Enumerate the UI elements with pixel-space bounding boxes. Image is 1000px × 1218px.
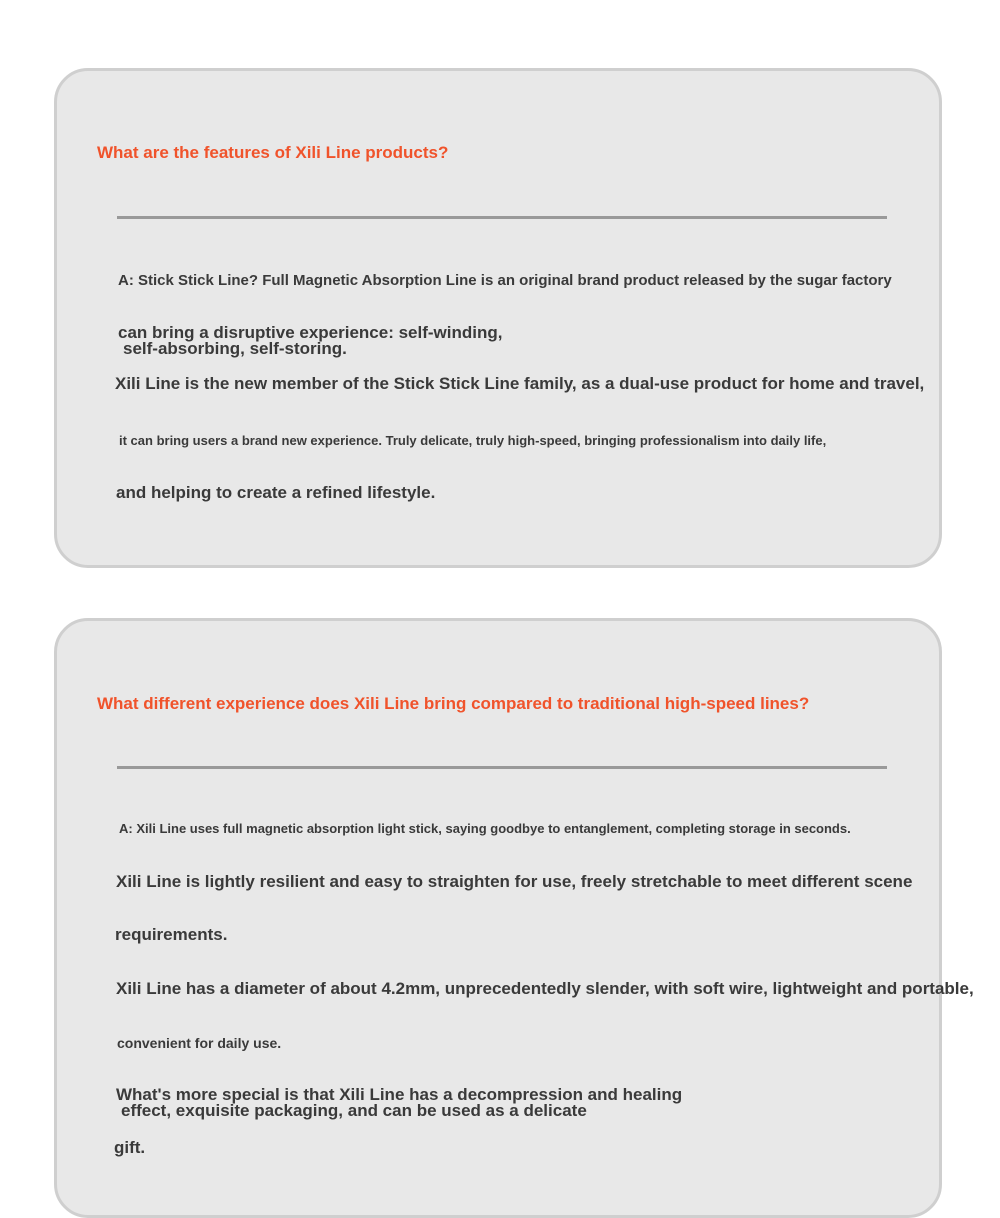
divider [117, 216, 887, 219]
answer-line: and helping to create a refined lifestyle. [116, 483, 436, 502]
answer-line: Xili Line is lightly resilient and easy to straighten for use, freely stretchable to meet different scene [116, 872, 913, 891]
answer-line: Xili Line has a diameter of about 4.2mm, unprecedentedly slender, with soft wire, lightweight and portable, [116, 979, 974, 998]
divider [117, 766, 887, 769]
faq-question: What are the features of Xili Line products? [97, 143, 449, 162]
answer-line: can bring a disruptive experience: self-winding, [118, 323, 503, 342]
answer-line: convenient for daily use. [117, 1035, 282, 1051]
faq-card [54, 618, 974, 1218]
answer-line: Xili Line is the new member of the Stick Stick Line family, as a dual-use product for home and travel, [115, 374, 925, 393]
faq-card [54, 68, 942, 568]
answer-line: effect, exquisite packaging, and can be used as a delicate [121, 1101, 587, 1120]
answer-line: A: Stick Stick Line? Full Magnetic Absorption Line is an original brand product released by the sugar factory [118, 272, 892, 289]
answer-line: What's more special is that Xili Line has a decompression and healing [116, 1085, 683, 1104]
faq-question: What different experience does Xili Line bring compared to traditional high-speed lines? [97, 694, 810, 713]
answer-line: self-absorbing, self-storing. [123, 339, 347, 358]
answer-line: it can bring users a brand new experience. Truly delicate, truly high-speed, bringing professionalism into daily life, [119, 433, 827, 448]
answer-line: requirements. [115, 925, 228, 944]
answer-line: A: Xili Line uses full magnetic absorption light stick, saying goodbye to entanglement, completing storage in seconds. [119, 821, 851, 836]
answer-line: gift. [114, 1138, 146, 1157]
